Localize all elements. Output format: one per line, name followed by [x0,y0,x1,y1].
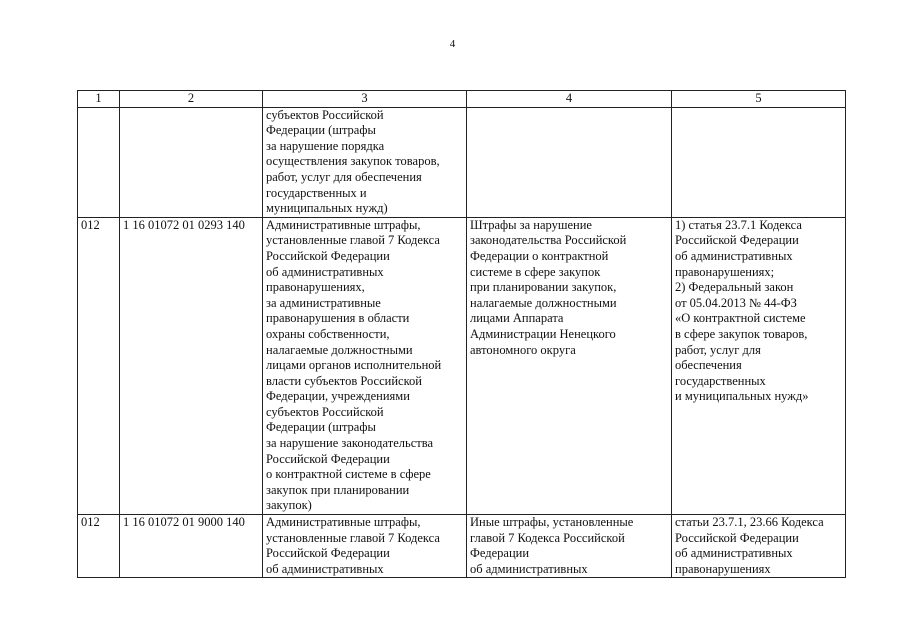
table-row [78,217,846,514]
cell-text-line: от 05.04.2013 № 44-ФЗ [675,295,797,310]
cell-text-line: закупок) [266,498,312,513]
cell-text-line: 1) статья 23.7.1 Кодекса [675,217,802,232]
cell-text-line: власти субъектов Российской [266,373,422,388]
cell-text-line: законодательства Российской [470,233,627,248]
cell-text-line: Федерации о контрактной [470,248,609,263]
cell-text-line: Федерации [470,546,530,561]
cell-text-line: за административные [266,295,381,310]
column-header: 2 [120,91,263,108]
revenue-name-cell [263,217,467,514]
cell-text-line: Российской Федерации [675,530,799,545]
cell-text-line: об административных [675,546,793,561]
table-row [78,515,846,578]
cell-text-line: о контрактной системе в сфере [266,467,431,482]
cell-text-line: установленные главой 7 Кодекса [266,530,440,545]
cell-text-line: при планировании закупок, [470,280,617,295]
cell-text-line: об административных [266,264,384,279]
page-number: 4 [449,38,456,50]
column-header: 3 [263,91,467,108]
cell-text-line: субъектов Российской [266,107,384,122]
cell-text-line: Административные штрафы, [266,515,421,530]
cell-text-line: 2) Федеральный закон [675,280,794,295]
description-cell [467,107,672,217]
cell-text-line: Иные штрафы, установленные [470,515,634,530]
column-header: 1 [78,91,120,108]
cell-text-line: главой 7 Кодекса Российской [470,530,625,545]
cell-text-line: об административных [470,561,588,576]
cell-text-line: установленные главой 7 Кодекса [266,233,440,248]
cell-text-line: лицами Аппарата [470,311,564,326]
cell-text-line: об административных [675,248,793,263]
cell-text-line: осуществления закупок товаров, [266,154,440,169]
table-row [78,107,846,217]
cell-text-line: закупок при планировании [266,482,410,497]
cell-text-line: системе в сфере закупок [470,264,601,279]
cell-text-line: работ, услуг для [675,342,761,357]
budget-classification-table [77,90,846,578]
cell-text-line: Административные штрафы, [266,217,421,232]
cell-text-line: муниципальных нужд) [266,201,388,216]
cell-text-line: Российской Федерации [266,248,390,263]
cell-text-line: налагаемые должностными [470,295,617,310]
cell-text-line: правонарушениях [675,561,771,576]
description-cell [467,515,672,578]
admin-code-cell [78,107,120,217]
column-header: 4 [467,91,672,108]
table-header-row [78,91,846,108]
cell-text-line: Российской Федерации [675,233,799,248]
cell-text-line: за нарушение порядка [266,138,385,153]
cell-text-line: об административных [266,561,384,576]
cell-text-line: Штрафы за нарушение [470,217,592,232]
column-header: 5 [672,91,846,108]
cell-text-line: охраны собственности, [266,326,390,341]
cell-text-line: правонарушениях; [675,264,775,279]
revenue-name-cell [263,515,467,578]
cell-text-line: лицами органов исполнительной [266,358,442,373]
cell-text-line: Администрации Ненецкого [470,326,616,341]
cell-text-line: государственных и [266,185,367,200]
cell-text-line: автономного округа [470,342,576,357]
cell-text-line: и муниципальных нужд» [675,389,809,404]
cell-text-line: работ, услуг для обеспечения [266,169,422,184]
cell-text-line: Федерации (штрафы [266,420,376,435]
cell-text-line: за нарушение законодательства [266,436,433,451]
cell-text-line: статьи 23.7.1, 23.66 Кодекса [675,515,824,530]
cell-text-line: субъектов Российской [266,404,384,419]
cell-text-line: в сфере закупок товаров, [675,326,808,341]
admin-code-cell: 012 [78,217,120,514]
budget-code-cell [120,107,263,217]
cell-text-line: Федерации (штрафы [266,123,376,138]
legal-basis-cell [672,515,846,578]
cell-text-line: «О контрактной системе [675,311,806,326]
budget-code-cell: 1 16 01072 01 9000 140 [120,515,263,578]
revenue-name-cell [263,107,467,217]
admin-code-cell: 012 [78,515,120,578]
cell-text-line: Российской Федерации [266,546,390,561]
cell-text-line: правонарушения в области [266,311,410,326]
cell-text-line: Российской Федерации [266,451,390,466]
legal-basis-cell [672,107,846,217]
budget-code-cell: 1 16 01072 01 0293 140 [120,217,263,514]
description-cell [467,217,672,514]
cell-text-line: обеспечения [675,358,742,373]
cell-text-line: налагаемые должностными [266,342,413,357]
cell-text-line: государственных [675,373,766,388]
cell-text-line: правонарушениях, [266,280,365,295]
cell-text-line: Федерации, учреждениями [266,389,410,404]
legal-basis-cell [672,217,846,514]
